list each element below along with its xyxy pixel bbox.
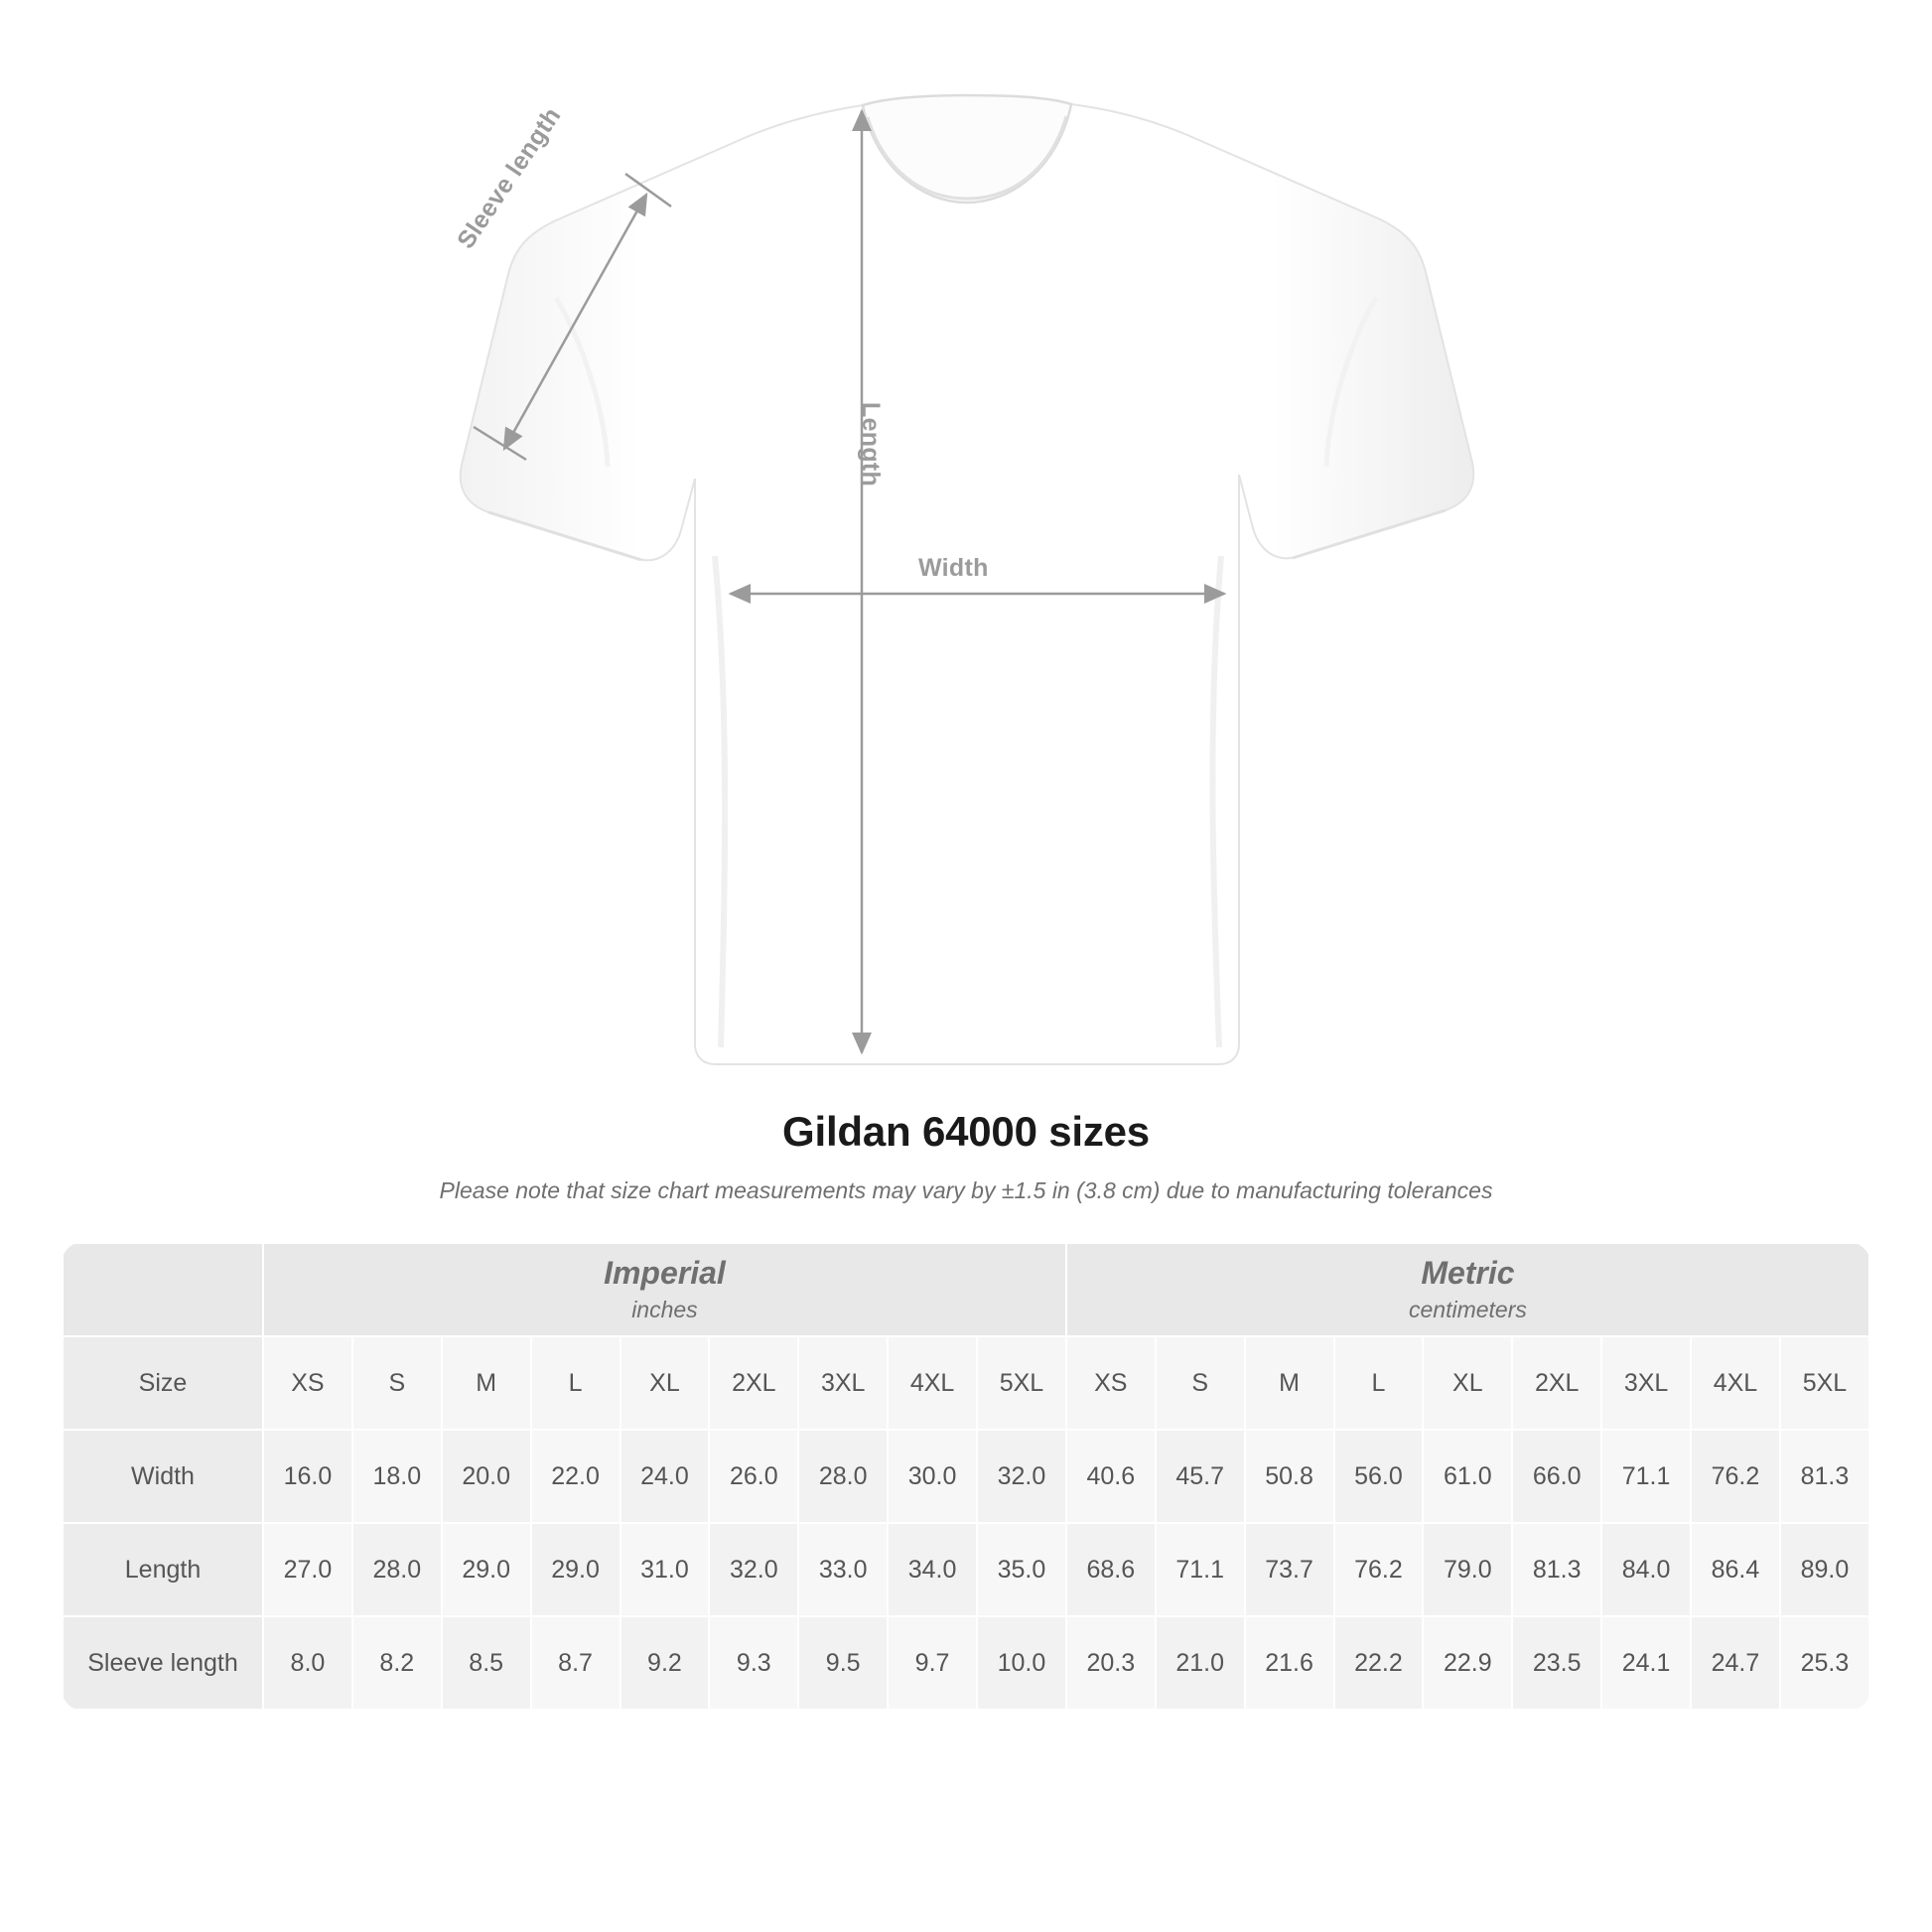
unit-header-row (63, 1243, 1869, 1336)
row-label-width: Width (63, 1430, 263, 1523)
size-table-body (63, 1243, 1869, 1710)
measurement-cell: 22.2 (1334, 1616, 1424, 1710)
size-table-wrapper (62, 1242, 1870, 1711)
unit-group-metric-name: Metric (1421, 1254, 1515, 1291)
size-header-cell: S (1156, 1336, 1245, 1430)
size-header-cell: M (1245, 1336, 1334, 1430)
measurement-cell: 32.0 (709, 1523, 798, 1616)
unit-group-imperial-sub: inches (631, 1296, 698, 1322)
size-header-cell: 3XL (798, 1336, 888, 1430)
measurement-cell: 32.0 (977, 1430, 1066, 1523)
measurement-cell: 33.0 (798, 1523, 888, 1616)
measurement-cell: 29.0 (531, 1523, 621, 1616)
unit-group-metric-sub: centimeters (1409, 1296, 1527, 1322)
size-header-cell: 4XL (1691, 1336, 1780, 1430)
measurement-cell: 29.0 (442, 1523, 531, 1616)
measurement-cell: 9.5 (798, 1616, 888, 1710)
measurement-cell: 26.0 (709, 1430, 798, 1523)
size-header-cell: M (442, 1336, 531, 1430)
size-header-cell: XL (1423, 1336, 1512, 1430)
measurement-cell: 22.9 (1423, 1616, 1512, 1710)
size-header-cell: XS (263, 1336, 352, 1430)
size-header-cell: 2XL (709, 1336, 798, 1430)
measurement-cell: 16.0 (263, 1430, 352, 1523)
measurement-cell: 21.0 (1156, 1616, 1245, 1710)
measurement-cell: 10.0 (977, 1616, 1066, 1710)
size-header-cell: 4XL (888, 1336, 977, 1430)
measurement-cell: 20.3 (1066, 1616, 1156, 1710)
measurement-cell: 79.0 (1423, 1523, 1512, 1616)
unit-header-spacer (63, 1243, 263, 1336)
measurement-cell: 40.6 (1066, 1430, 1156, 1523)
row-label-sleeve-length: Sleeve length (63, 1616, 263, 1710)
measurement-cell: 86.4 (1691, 1523, 1780, 1616)
length-label: Length (857, 402, 885, 487)
table-row (63, 1430, 1869, 1523)
unit-group-imperial-name: Imperial (604, 1254, 726, 1291)
size-table (62, 1242, 1870, 1711)
measurement-cell: 8.5 (442, 1616, 531, 1710)
measurement-cell: 35.0 (977, 1523, 1066, 1616)
measurement-cell: 76.2 (1334, 1523, 1424, 1616)
table-row (63, 1616, 1869, 1710)
width-label: Width (918, 554, 989, 582)
measurement-cell: 25.3 (1780, 1616, 1869, 1710)
sleeve-length-label: Sleeve length (452, 102, 567, 254)
measurement-cell: 18.0 (352, 1430, 442, 1523)
size-header-cell: S (352, 1336, 442, 1430)
measurement-cell: 81.3 (1780, 1430, 1869, 1523)
title-block (0, 1108, 1932, 1204)
unit-group-metric (1066, 1243, 1869, 1336)
page-title: Gildan 64000 sizes (782, 1108, 1150, 1155)
tolerance-note: Please note that size chart measurements may vary by ±1.5 in (3.8 cm) due to manufacturing tolerances (439, 1177, 1493, 1203)
measurement-cell: 34.0 (888, 1523, 977, 1616)
measurement-cell: 8.0 (263, 1616, 352, 1710)
size-header-cell: 5XL (977, 1336, 1066, 1430)
size-header-row (63, 1336, 1869, 1430)
measurement-cell: 24.0 (621, 1430, 710, 1523)
size-header-cell: XS (1066, 1336, 1156, 1430)
measurement-cell: 30.0 (888, 1430, 977, 1523)
table-row (63, 1523, 1869, 1616)
measurement-cell: 21.6 (1245, 1616, 1334, 1710)
measurement-cell: 56.0 (1334, 1430, 1424, 1523)
measurement-cell: 23.5 (1512, 1616, 1601, 1710)
measurement-cell: 9.2 (621, 1616, 710, 1710)
measurement-cell: 45.7 (1156, 1430, 1245, 1523)
measurement-cell: 9.7 (888, 1616, 977, 1710)
measurement-cell: 24.7 (1691, 1616, 1780, 1710)
measurement-cell: 31.0 (621, 1523, 710, 1616)
size-header-cell: L (531, 1336, 621, 1430)
measurement-cell: 71.1 (1601, 1430, 1691, 1523)
measurement-cell: 8.7 (531, 1616, 621, 1710)
measurement-cell: 68.6 (1066, 1523, 1156, 1616)
measurement-cell: 28.0 (352, 1523, 442, 1616)
measurement-cell: 28.0 (798, 1430, 888, 1523)
measurement-cell: 24.1 (1601, 1616, 1691, 1710)
row-label-length: Length (63, 1523, 263, 1616)
measurement-cell: 8.2 (352, 1616, 442, 1710)
measurement-cell: 84.0 (1601, 1523, 1691, 1616)
measurement-cell: 76.2 (1691, 1430, 1780, 1523)
size-header-cell: 2XL (1512, 1336, 1601, 1430)
measurement-cell: 50.8 (1245, 1430, 1334, 1523)
size-header-cell: 3XL (1601, 1336, 1691, 1430)
measurement-cell: 22.0 (531, 1430, 621, 1523)
measurement-cell: 9.3 (709, 1616, 798, 1710)
size-header-cell: 5XL (1780, 1336, 1869, 1430)
measurement-cell: 27.0 (263, 1523, 352, 1616)
measurement-cell: 73.7 (1245, 1523, 1334, 1616)
measurement-cell: 89.0 (1780, 1523, 1869, 1616)
measurement-cell: 71.1 (1156, 1523, 1245, 1616)
size-header-label: Size (63, 1336, 263, 1430)
measurement-cell: 81.3 (1512, 1523, 1601, 1616)
unit-group-imperial (263, 1243, 1066, 1336)
measurement-cell: 20.0 (442, 1430, 531, 1523)
measurement-cell: 61.0 (1423, 1430, 1512, 1523)
measurement-cell: 66.0 (1512, 1430, 1601, 1523)
size-header-cell: L (1334, 1336, 1424, 1430)
size-header-cell: XL (621, 1336, 710, 1430)
